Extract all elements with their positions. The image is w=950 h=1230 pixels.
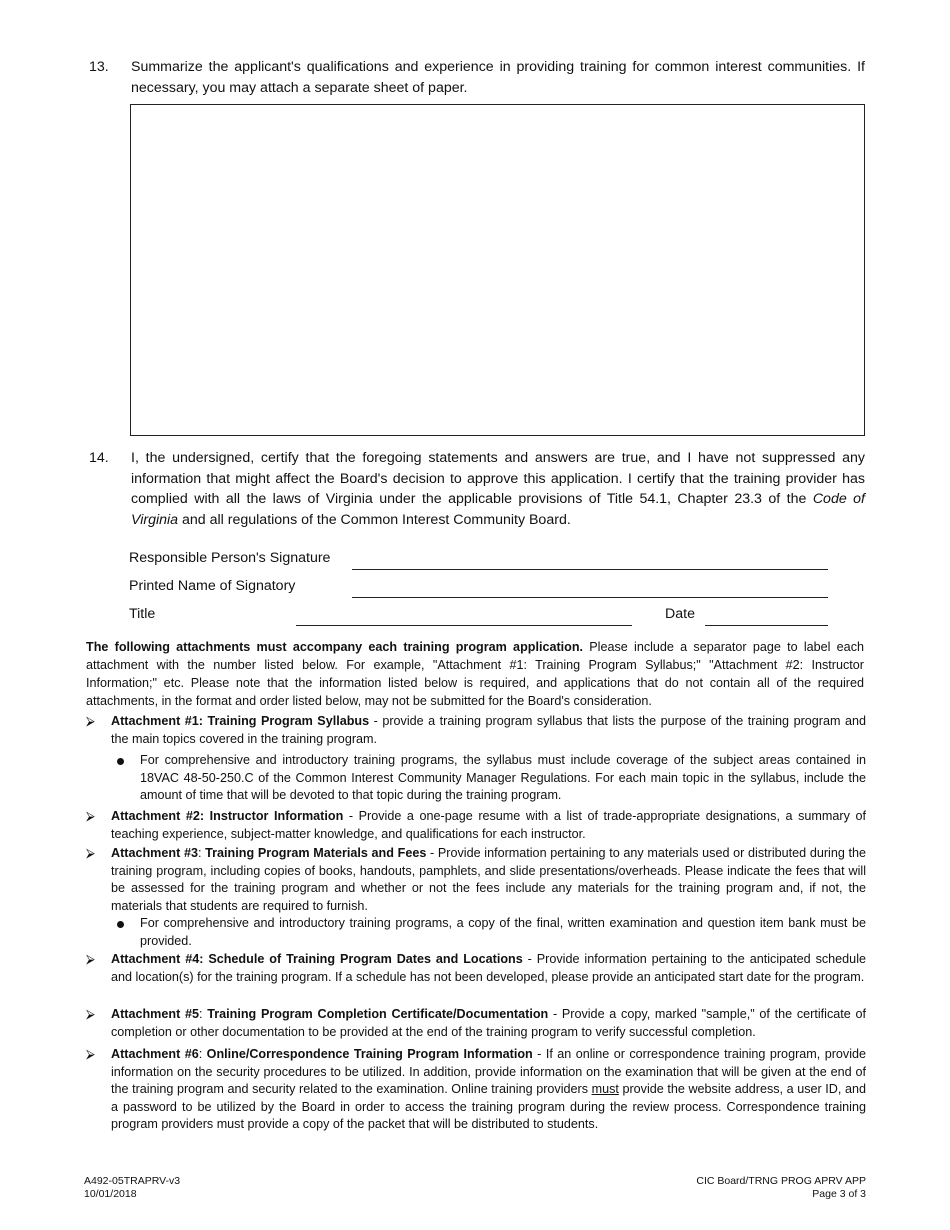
attachment-1-title: Attachment #1: Training Program Syllabus [111,714,370,728]
attachment-6-text-b: provide the website address, a user ID, and a password to be utilized by the Board in order to access the training program during the review process. Correspondence training program providers must provide a copy of the packet that will be distributed to students. [111,1082,866,1131]
question-14-number: 14. [89,450,109,466]
attachment-1-text: - provide a training program syllabus that lists the purpose of the training program and the main topics covered in the training program. [111,714,866,746]
arrow-bullet-icon: ⮚ [86,1007,95,1021]
question-14-text [131,448,865,530]
attachment-2-text: - Provide a one-page resume with a list of trade-appropriate designations, a summary of teaching experience, subject-matter knowledge, and qualifications for each instructor. [111,809,866,841]
certification-text-a: I, the undersigned, certify that the foregoing statements and answers are true, and I have not suppressed any information that might affect the Board's decision to approve this application. I certify that the training provider has complied with all the laws of Virginia under the applicable provisions of Title 54.1, Chapter 23.3 of the [131,450,865,507]
arrow-bullet-icon: ⮚ [86,952,95,966]
attachments-intro-bold: The following attachments must accompany each training program application. [86,640,584,654]
arrow-bullet-icon: ⮚ [86,1047,95,1061]
must-underlined: must [591,1082,619,1096]
printed-name-label: Printed Name of Signatory [129,578,296,594]
attachment-3-subtext: For comprehensive and introductory training programs, a copy of the final, written examination and question item bank must be provided. [140,916,866,948]
printed-name-line[interactable] [352,597,828,598]
bullet-dot-icon [117,758,124,765]
attachment-6-colon: : [198,1047,207,1061]
question-13-text: Summarize the applicant's qualifications and experience in providing training for common interest communities. If necessary, you may attach a separate sheet of paper. [131,59,865,96]
arrow-bullet-icon: ⮚ [86,809,95,823]
responsible-signature-label: Responsible Person's Signature [129,550,331,566]
responsible-signature-line[interactable] [352,569,828,570]
footer-right [696,1175,866,1200]
date-line[interactable] [705,625,828,626]
arrow-bullet-icon: ⮚ [86,714,95,728]
attachment-6-number: Attachment #6 [111,1047,199,1061]
attachment-3-colon: : [197,846,206,860]
footer-date: 10/01/2018 [84,1187,137,1200]
code-of-virginia-italic: Code of Virginia [131,491,865,528]
attachment-5-text: - Provide a copy, marked "sample," of the certificate of completion or other documentation to be provided at the end of the training program to verify successful completion. [111,1007,867,1039]
attachment-3-title: Training Program Materials and Fees [205,846,427,860]
certification-text-b: and all regulations of the Common Interest Community Board. [178,511,571,528]
date-label: Date [665,606,695,622]
attachments-intro [86,638,864,710]
attachment-3-text: - Provide information pertaining to any materials used or distributed during the training program, including copies of books, handouts, pamphlets, and slide presentations/overheads. Please indicate the fees that will be assessed for the training program and whether or not the fees include any materials for the training program and, if not, the materials that students are required to furnish. [111,846,867,913]
title-line[interactable] [296,625,632,626]
attachment-4-text: - Provide information pertaining to the anticipated schedule and location(s) for the training program. If a schedule has not been developed, please provide an anticipated start date for the program. [111,952,866,984]
arrow-bullet-icon: ⮚ [86,846,95,860]
footer-form-name: CIC Board/TRNG PROG APRV APP [696,1175,866,1187]
attachment-2-title: Attachment #2: Instructor Information [111,809,344,823]
attachment-5-colon: : [199,1007,208,1021]
attachment-5-title: Training Program Completion Certificate/Documentation [207,1007,549,1021]
attachments-intro-text: Please include a separator page to label each attachment with the number listed below. For example, "Attachment #1: Training Program Syllabus;" "Attachment #2: Instructor Information;" etc. Please note that the information listed below is required, and applications that do not contain all of the required attachments, in the format and order listed below, may not be submitted for the Board's consideration. [86,640,864,708]
attachment-1-subtext: For comprehensive and introductory training programs, the syllabus must include coverage of the subject areas contained in 18VAC 48-50-250.C of the Common Interest Community Manager Regulations. For each main topic in the syllabus, include the amount of time that will be devoted to that topic during the training program. [140,753,866,802]
title-label: Title [129,606,156,622]
qualifications-answer-box[interactable] [130,104,865,436]
footer-page-number: Page 3 of 3 [812,1187,866,1200]
bullet-dot-icon [117,921,124,928]
attachment-3-number: Attachment #3 [111,846,198,860]
footer-form-id: A492-05TRAPRV-v3 [84,1175,181,1187]
attachment-5-number: Attachment #5 [111,1007,200,1021]
attachment-6-text-a: - If an online or correspondence training program, provide information on the security procedures to be utilized. In addition, provide information on the examination that will be given at the end of the training program and security related to the examination. Online training providers [111,1047,866,1096]
question-13-number: 13. [89,59,109,75]
footer-left [84,1175,180,1200]
attachment-4-title: Attachment #4: Schedule of Training Program Dates and Locations [111,952,523,966]
attachment-6-title: Online/Correspondence Training Program Information [206,1047,533,1061]
